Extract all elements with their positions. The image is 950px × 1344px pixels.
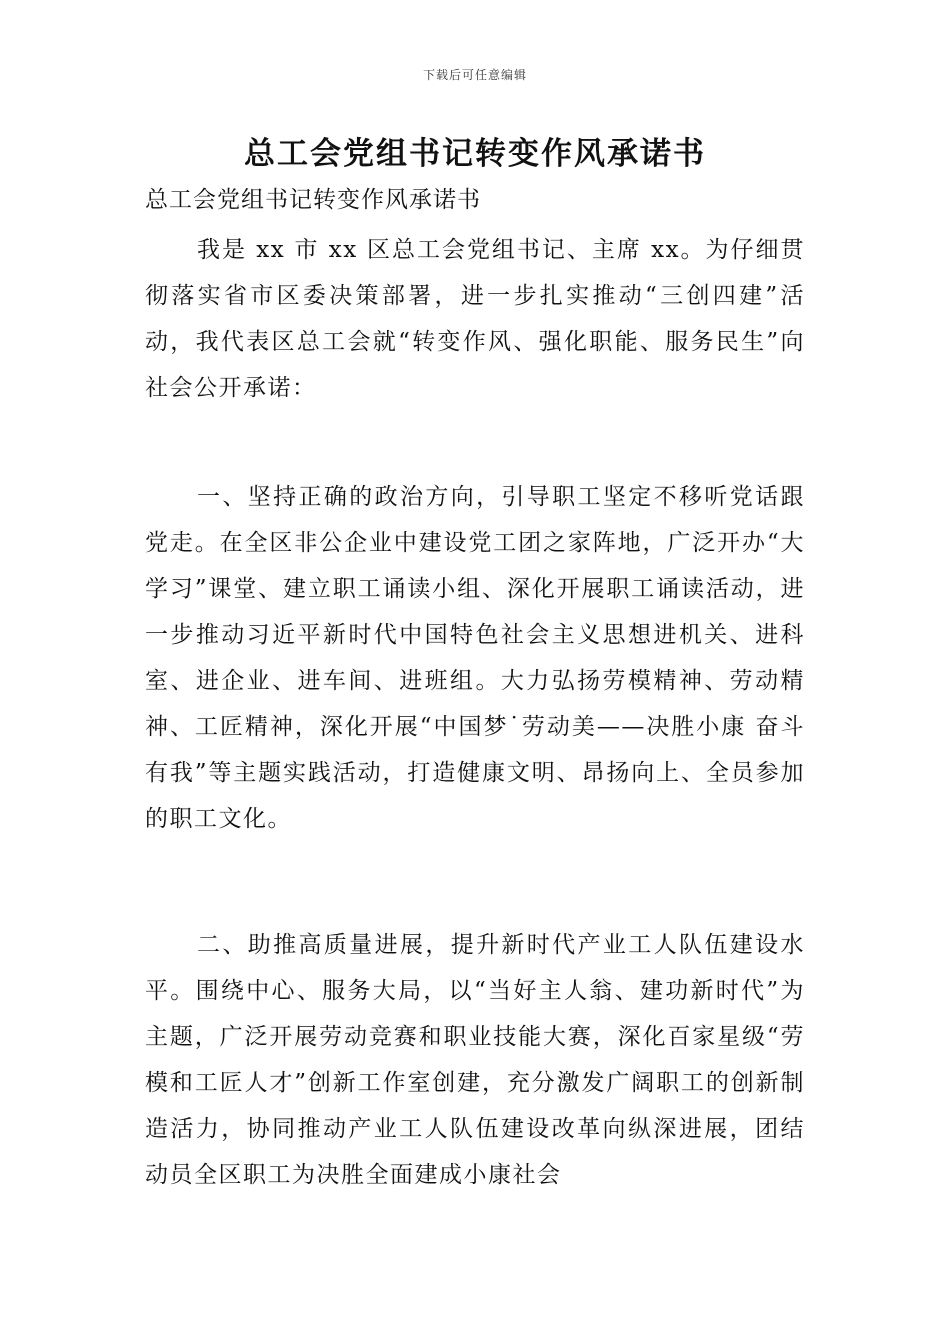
paragraph-intro: 我是 xx 市 xx 区总工会党组书记、主席 xx。为仔细贯彻落实省市区委决策部署，进一步扎实推动“三创四建”活动，我代表区总工会就“转变作风、强化职能、服务民生”向社会公开承诺： (145, 237, 805, 401)
document-title: 总工会党组书记转变作风承诺书 (244, 136, 706, 172)
header-note: 下载后可任意编辑 (422, 68, 527, 82)
paragraph-two: 二、助推高质量进展，提升新时代产业工人队伍建设水平。围绕中心、服务大局，以“当好主人翁、建功新时代”为主题，广泛开展劳动竞赛和职业技能大赛，深化百家星级“劳模和工匠人才”创新工作室创建，充分激发广阔职工的创新制造活力，协同推动产业工人队伍建设改革向纵深进展，团结动员全区职工为决胜全面建成小康社会 (145, 932, 805, 1188)
document-subtitle: 总工会党组书记转变作风承诺书 (145, 187, 481, 213)
paragraph-one: 一、坚持正确的政治方向，引导职工坚定不移听党话跟党走。在全区非公企业中建设党工团之家阵地，广泛开办“大学习”课堂、建立职工诵读小组、深化开展职工诵读活动，进一步推动习近平新时代中国特色社会主义思想进机关、进科室、进企业、进车间、进班组。大力弘扬劳模精神、劳动精神、工匠精神，深化开展“中国梦˙劳动美——决胜小康 奋斗有我”等主题实践活动，打造健康文明、昂扬向上、全员参加的职工文化。 (145, 484, 805, 832)
